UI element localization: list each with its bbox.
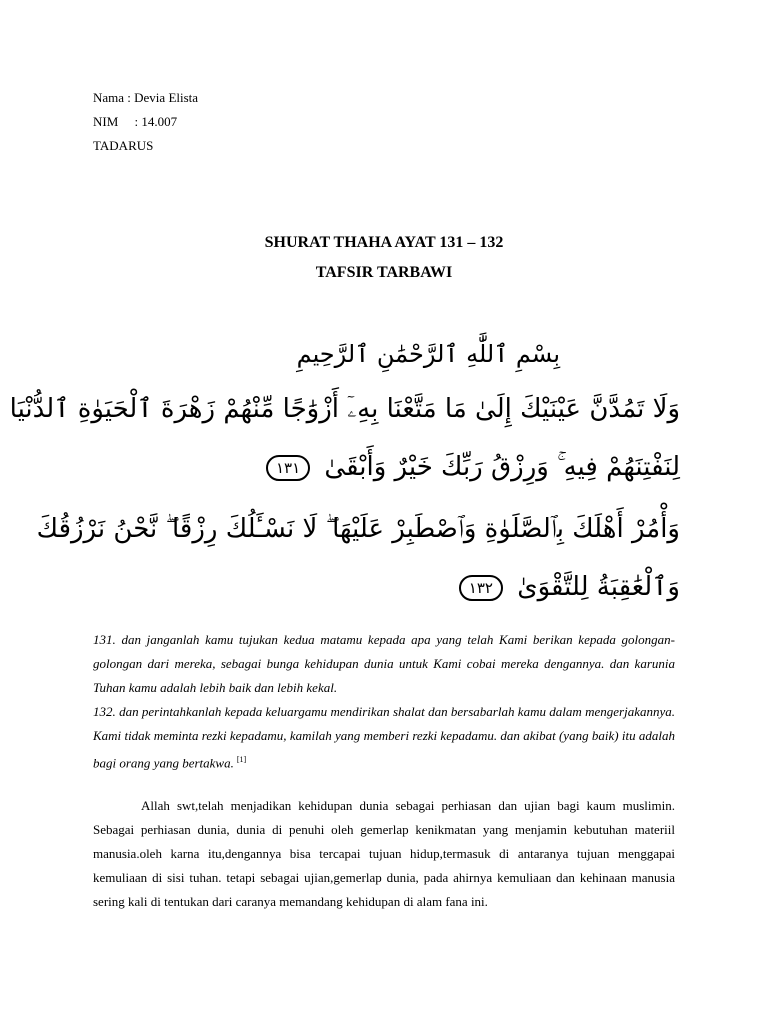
student-nim: NIM : 14.007 [93, 114, 178, 129]
translation-verse-131: 131. dan janganlah kamu tujukan kedua matamu kepada apa yang telah Kami berikan kepada golongan-golongan dari mereka, sebagai bunga kehidupan dunia untuk Kami cobai mereka dengannya. dan karunia Tuhan kamu adalah lebih baik dan lebih kekal. [93, 632, 675, 695]
verse-131-text: لِنَفْتِنَهُمْ فِيهِ ۚ وَرِزْقُ رَبِّكَ خَيْرٌ وَأَبْقَىٰ [324, 452, 680, 482]
body-paragraph: Allah swt,telah menjadikan kehidupan dunia sebagai perhiasan dan ujian bagi kaum muslimin. Sebagai perhiasan dunia, dunia di penuhi oleh gemerlap kenikmatan yang menjamin kebutuhan materiil manusia.oleh karna itu,dengannya bisa tercapai tujuan hidup,termasuk di antaranya tujuan menggapai kemuliaan di sisi tuhan. tetapi sebagai ujian,gemerlap dunia, pada ahirnya kemuliaan dan kehinaan manusia sering kali di tentukan dari caranya memandang kehidupan di alam fana ini. [93, 798, 675, 909]
student-name: Nama : Devia Elista [93, 90, 199, 105]
title-surah: SHURAT THAHA AYAT 131 – 132 [264, 234, 504, 251]
verse-131-line-2 [260, 454, 680, 481]
subject-label: TADARUS [93, 138, 154, 153]
title-tafsir: TAFSIR TARBAWI [315, 264, 453, 281]
document-title [0, 228, 768, 288]
translation-verse-132-text: 132. dan perintahkanlah kepada keluargamu mendirikan shalat dan bersabarlah kamu dalam mengerjakannya. Kami tidak meminta rezki kepadamu, kamilah yang memberi rezki kepadamu. dan akibat (yang baik) itu adalah bagi orang yang bertakwa. [93, 704, 675, 771]
arabic-verses [9, 338, 680, 618]
verse-132-number: ١٣٢ [459, 575, 503, 601]
verse-132-line-2 [453, 574, 680, 601]
verse-131-line-1: وَلَا تَمُدَّنَّ عَيْنَيْكَ إِلَىٰ مَا مَتَّعْنَا بِهِۦٓ أَزْوَٰجًا مِّنْهُمْ زَهْرَةَ ٱلْحَيَوٰةِ ٱلدُّنْيَا [9, 394, 680, 424]
translation [93, 628, 675, 775]
basmala: بِسْمِ ٱللَّٰهِ ٱلرَّحْمَٰنِ ٱلرَّحِيمِ [296, 340, 560, 368]
verse-131-number: ١٣١ [266, 455, 310, 481]
body-text [93, 794, 675, 914]
verse-132-text: وَٱلْعَٰقِبَةُ لِلتَّقْوَىٰ [517, 572, 680, 602]
student-info [93, 86, 198, 158]
verse-132-line-1: وَأْمُرْ أَهْلَكَ بِٱلصَّلَوٰةِ وَٱصْطَبِرْ عَلَيْهَا ۖ لَا نَسْـَٔلُكَ رِزْقًا ۖ نَّحْنُ نَرْزُقُكَ [36, 514, 680, 544]
footnote-reference[interactable]: [1] [236, 755, 247, 764]
translation-verse-132 [93, 700, 675, 775]
